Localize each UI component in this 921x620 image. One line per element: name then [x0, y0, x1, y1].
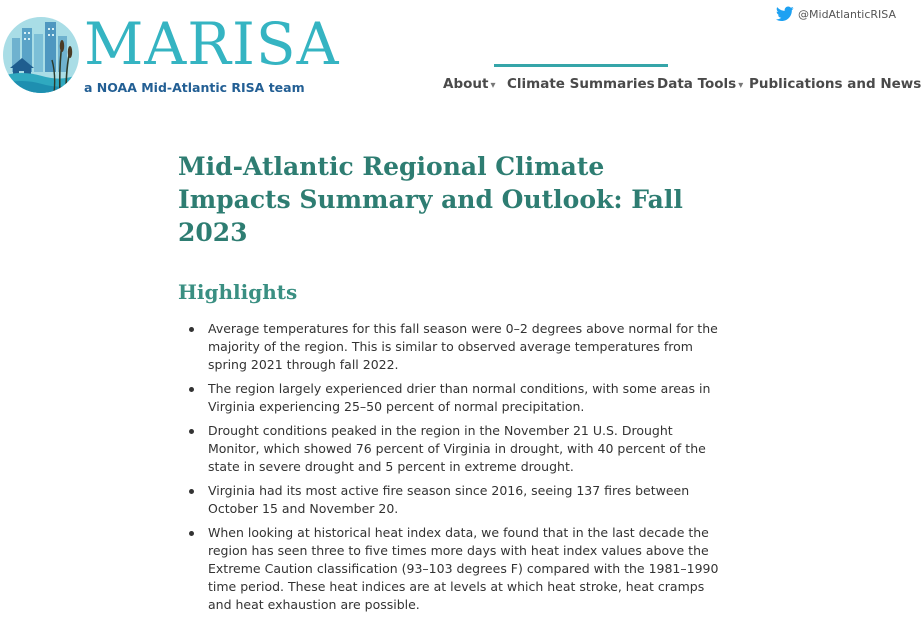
section-heading-highlights: Highlights [178, 280, 298, 304]
page-title: Mid-Atlantic Regional Climate Impacts Summary and Outlook: Fall 2023 [178, 152, 683, 247]
twitter-handle: @MidAtlanticRISA [798, 7, 896, 21]
main-nav [0, 64, 921, 108]
nav-item-climate-summaries[interactable] [494, 64, 668, 108]
nav-item-label: About [443, 76, 489, 92]
list-item: Average temperatures for this fall season were 0–2 degrees above normal for the majority of the region. This is similar to observed average temperatures from spring 2021 through fall 2022. [208, 320, 723, 374]
twitter-link[interactable] [776, 6, 896, 22]
site-header [0, 0, 921, 120]
brand-wordmark: MARISA [84, 10, 340, 78]
nav-item-label: Data Tools [657, 76, 737, 92]
highlights-list [178, 320, 723, 614]
chevron-down-icon: ▾ [738, 80, 744, 91]
brand-tagline: a NOAA Mid-Atlantic RISA team [84, 80, 305, 95]
nav-item-about[interactable] [443, 64, 495, 108]
list-item: Drought conditions peaked in the region in the November 21 U.S. Drought Monitor, which showed 76 percent of Virginia in drought, with 40 percent of the state in severe drought and 5 percent in extreme drought. [208, 422, 723, 476]
article-content [178, 150, 723, 620]
list-item: When looking at historical heat index data, we found that in the last decade the region has seen three to five times more days with heat index values above the Extreme Caution classification (93–103 degrees F) compared with the 1981–1990 time period. These heat indices are at levels at which heat stroke, heat cramps and heat exhaustion are possible. [208, 524, 723, 614]
nav-item-publications-and-news[interactable] [749, 64, 921, 108]
list-item: The region largely experienced drier than normal conditions, with some areas in Virginia experiencing 25–50 percent of normal precipitation. [208, 380, 723, 416]
nav-item-label: Publications and News [749, 76, 921, 92]
twitter-icon [776, 6, 794, 22]
nav-item-label: Climate Summaries [507, 76, 655, 92]
nav-item-data-tools[interactable] [657, 64, 743, 108]
chevron-down-icon: ▾ [490, 80, 496, 91]
list-item: Virginia had its most active fire season since 2016, seeing 137 fires between October 15 and November 20. [208, 482, 723, 518]
